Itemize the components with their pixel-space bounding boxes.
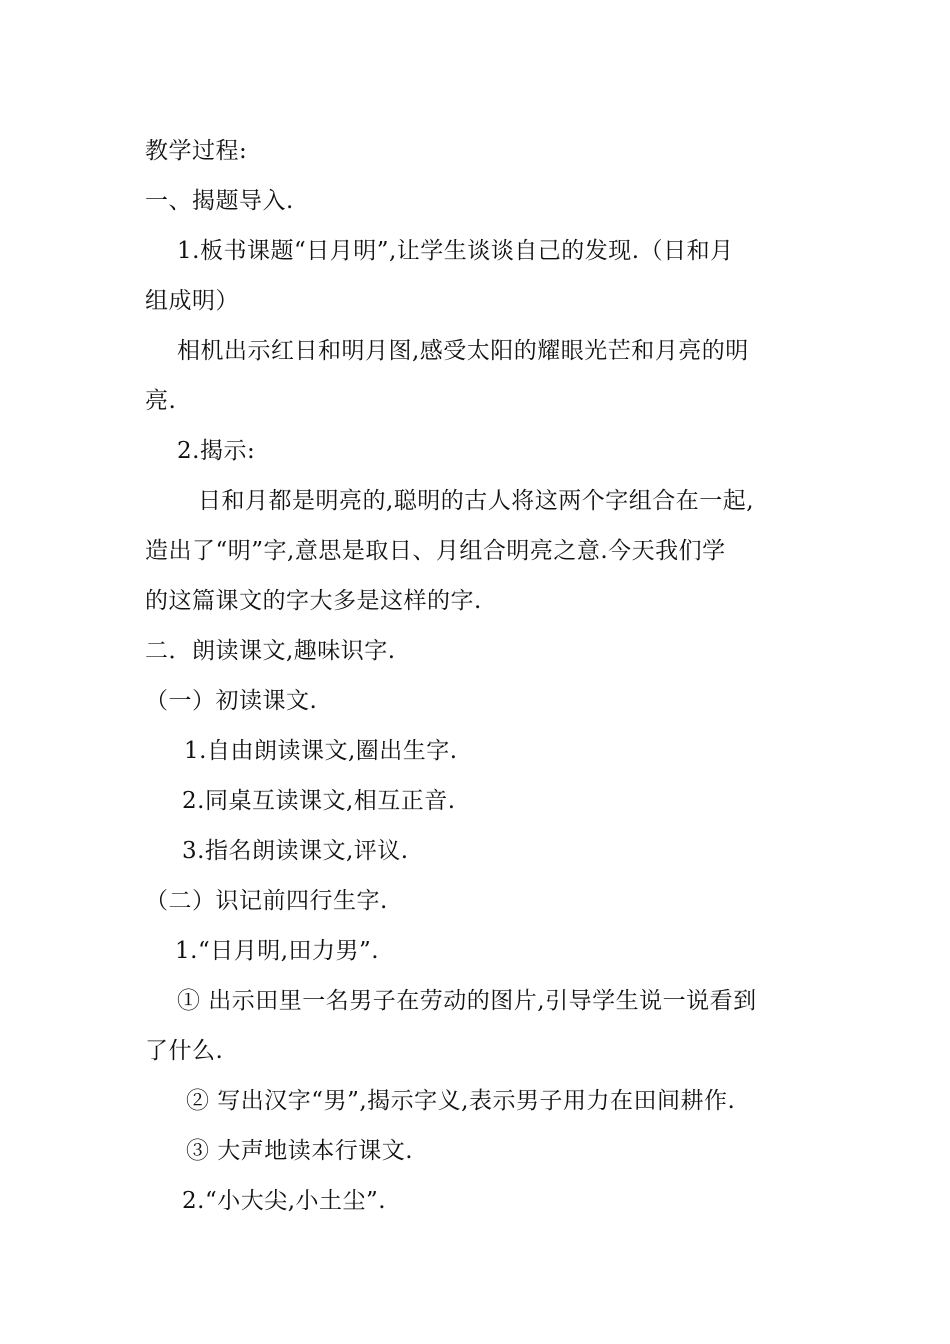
section-heading-2: 二．朗读课文,趣味识字. [145,638,396,664]
section-heading-1: 一、揭题导入. [145,188,294,214]
subsection-heading: （一）初读课文. [145,688,318,714]
paragraph-line: 了什么. [145,1038,224,1064]
paragraph-line: 1.板书课题“日月明”,让学生谈谈自己的发现.（日和月 [177,238,734,264]
paragraph-line: 相机出示红日和明月图,感受太阳的耀眼光芒和月亮的明 [177,338,749,364]
list-item: 2.同桌互读课文,相互正音. [182,788,456,814]
paragraph-line: ③ 大声地读本行课文. [186,1138,414,1164]
paragraph-line: 的这篇课文的字大多是这样的字. [145,588,482,614]
section-heading-teaching-process: 教学过程: [145,138,248,164]
list-item: 3.指名朗读课文,评议. [182,838,409,864]
list-item: 1.“日月明,田力男”. [175,938,380,964]
list-item: 2.“小大尖,小土尘”. [182,1188,387,1214]
paragraph-line: ① 出示田里一名男子在劳动的图片,引导学生说一说看到 [177,988,757,1014]
paragraph-line: 亮. [145,388,177,414]
paragraph-line: ② 写出汉字“男”,揭示字义,表示男子用力在田间耕作. [186,1088,736,1114]
subsection-heading: （二）识记前四行生字. [145,888,388,914]
paragraph-line: 造出了“明”字,意思是取日、月组合明亮之意.今天我们学 [145,538,726,564]
paragraph-line: 2.揭示: [177,438,256,464]
list-item: 1.自由朗读课文,圈出生字. [184,738,458,764]
paragraph-line: 日和月都是明亮的,聪明的古人将这两个字组合在一起, [198,488,755,514]
paragraph-line: 组成明） [145,288,239,314]
